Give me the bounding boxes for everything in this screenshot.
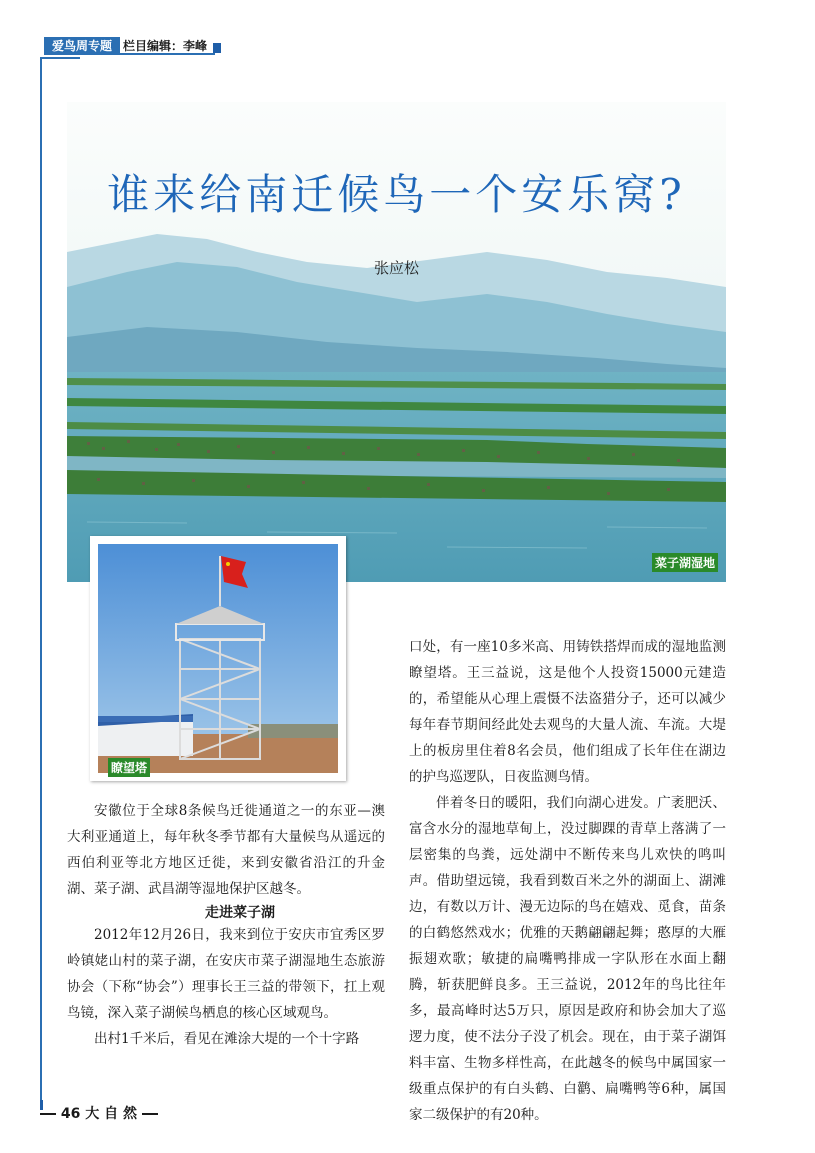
left-column bbox=[67, 798, 385, 1052]
hero-photo bbox=[67, 102, 726, 582]
right-column bbox=[409, 634, 726, 1128]
footer-dash-left bbox=[40, 1113, 56, 1115]
hero-caption: 菜子湖湿地 bbox=[652, 553, 718, 572]
paragraph-tower-continued: 口处，有一座10多米高、用铸铁搭焊而成的湿地监测瞭望塔。王三益说，这是他个人投资15000元建造的，希望能从心理上震慑不法盗猎分子，还可以减少每年春节期间经此处去观鸟的大量人流、车流。大堤上的板房里住着8名会员，他们组成了长年住在湖边的护鸟巡逻队，日夜监测鸟情。 bbox=[409, 639, 726, 785]
subheading: 走进菜子湖 bbox=[205, 905, 275, 921]
header-square-ornament bbox=[213, 43, 221, 53]
section-tag: 爱鸟周专题 bbox=[44, 37, 120, 55]
paragraph-tower-start: 出村1千米后，看见在滩涂大堤的一个十字路 bbox=[94, 1031, 360, 1047]
paragraph-visit: 2012年12月26日，我来到位于安庆市宜秀区罗岭镇姥山村的菜子湖，在安庆市菜子湖湿地生态旅游协会（下称“协会”）理事长王三益的带领下，扛上观鸟镜，深入菜子湖候鸟栖息的核心区域观鸟。 bbox=[67, 927, 385, 1021]
magazine-name: 大 自 然 bbox=[85, 1106, 137, 1122]
column-editor: 栏目编辑：李峰 bbox=[123, 39, 208, 53]
paragraph-birds: 伴着冬日的暖阳，我们向湖心进发。广袤肥沃、富含水分的湿地草甸上，没过脚踝的青草上落满了一层密集的鸟粪，远处湖中不断传来鸟儿欢快的鸣叫声。借助望远镜，我看到数百米之外的湖面上、湖滩边，有数以万计、漫无边际的鸟在嬉戏、觅食，苗条的白鹤悠然戏水；优雅的天鹅翩翩起舞；憨厚的大雁振翅欢歌；敏捷的扁嘴鸭排成一字队形在水面上翻腾，斩获肥鲜良多。王三益说，2012年的鸟比往年多，最高峰时达5万只，原因是政府和协会加大了巡逻力度，使不法分子没了机会。现在，由于菜子湖饵料丰富、生物多样性高，在此越冬的候鸟中属国家一级重点保护的有白头鹤、白鹳、扁嘴鸭等6种，属国家二级保护的有20种。 bbox=[409, 795, 726, 1123]
page-footer bbox=[40, 1103, 158, 1123]
page-number: 46 bbox=[60, 1106, 81, 1122]
footer-dash-right bbox=[142, 1113, 158, 1115]
article-title: 谁来给南迁候鸟一个安乐窝? bbox=[107, 170, 686, 219]
inset-caption: 瞭望塔 bbox=[108, 758, 150, 777]
lookout-tower-illustration bbox=[98, 544, 338, 773]
side-rule-hook bbox=[40, 57, 80, 59]
header-rule bbox=[120, 53, 215, 55]
paragraph-intro: 安徽位于全球8条候鸟迁徙通道之一的东亚—澳大利亚通道上，每年秋冬季节都有大量候鸟从遥远的西伯利亚等北方地区迁徙，来到安徽省沿江的升金湖、菜子湖、武昌湖等湿地保护区越冬。 bbox=[67, 803, 385, 897]
side-rule bbox=[40, 57, 42, 1107]
inset-photo bbox=[90, 536, 346, 781]
article-author: 张应松 bbox=[373, 259, 419, 277]
